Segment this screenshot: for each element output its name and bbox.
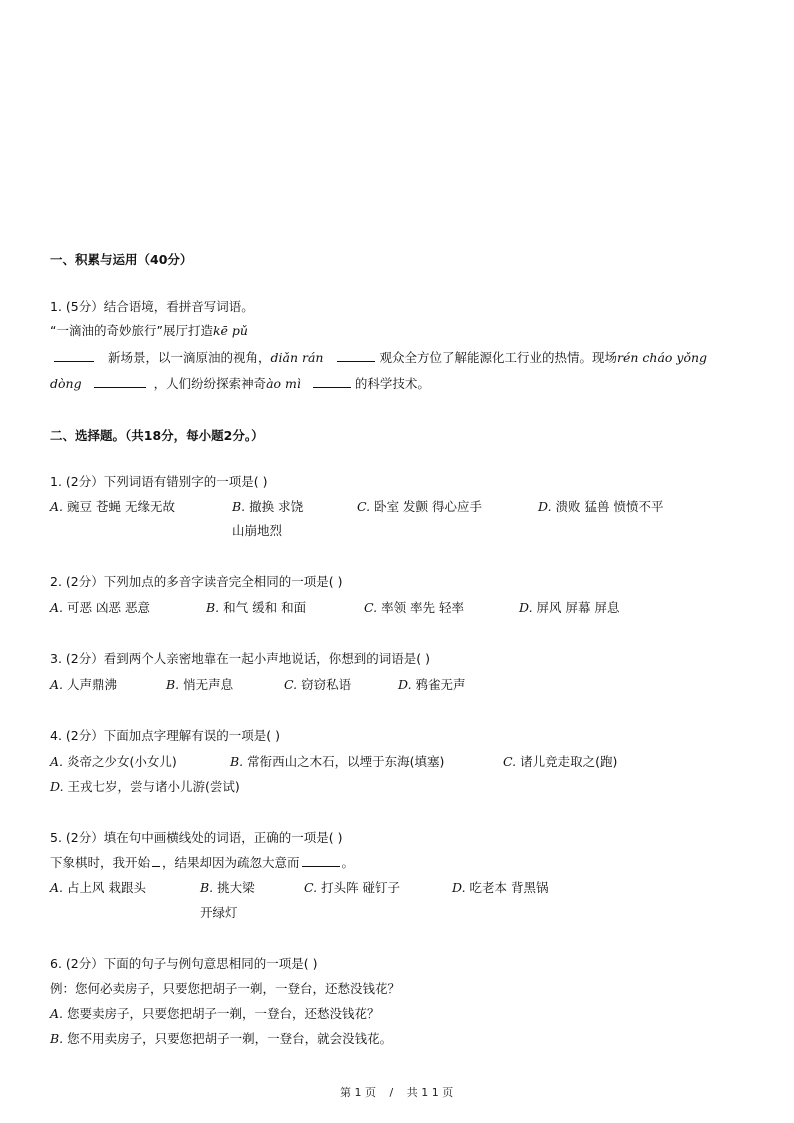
page-total: 共 1 1 页 — [406, 1086, 454, 1099]
fill-question-stem: 1. (5分）结合语境，看拼音写词语。 — [50, 299, 254, 314]
answer-blank-4[interactable] — [313, 375, 351, 388]
option-text: 常衔西山之木石，以堙于东海(填塞) — [247, 754, 445, 769]
option-text: 人声鼎沸 — [67, 677, 118, 692]
answer-blank-5a[interactable] — [152, 854, 160, 867]
option-text: 您要卖房子，只要您把胡子一剃，一登台，还愁没钱花？ — [67, 1006, 380, 1021]
option-letter: C. — [284, 677, 298, 692]
fill-line-1-text: “一滴油的奇妙旅行”展厅打造 — [50, 323, 213, 338]
option-letter: B. — [230, 754, 244, 769]
page-number: 第 1 页 — [340, 1086, 376, 1099]
question-3-stem: 3. (2分）看到两个人亲密地靠在一起小声地说话，你想到的词语是( ) — [50, 651, 430, 666]
question-5-sentence — [50, 853, 354, 871]
question-3-option-c[interactable] — [284, 675, 351, 693]
option-letter: D. — [519, 600, 533, 615]
question-2-option-a[interactable] — [50, 598, 150, 616]
sentence-part-2: ，结果却因为疏忽大意而 — [162, 855, 300, 870]
section-title-1: 一、积累与运用（40分） — [50, 252, 193, 267]
option-letter: B. — [232, 499, 246, 514]
answer-blank-5b[interactable] — [302, 854, 340, 867]
question-6-stem: 6. (2分）下面的句子与例句意思相同的一项是( ) — [50, 956, 318, 971]
answer-blank-1[interactable] — [54, 349, 94, 362]
question-1-stem: 1. (2分）下列词语有错别字的一项是( ) — [50, 474, 268, 489]
question-4-option-d[interactable] — [50, 777, 240, 795]
pinyin-4: ào mì — [266, 376, 301, 391]
option-letter: C. — [304, 880, 318, 895]
option-text: 吃老本 背黑锅 — [469, 880, 549, 895]
fill-question-line-3 — [50, 374, 430, 392]
section-title-2: 二、选择题。（共18分，每小题2分。） — [50, 428, 264, 443]
option-text: 鸦雀无声 — [415, 677, 466, 692]
question-1-option-d[interactable] — [538, 497, 664, 515]
option-letter: A. — [50, 499, 64, 514]
question-1-option-b-continuation: 山崩地烈 — [232, 523, 283, 538]
question-4-option-c[interactable] — [503, 752, 617, 770]
question-3-option-d[interactable] — [398, 675, 466, 693]
question-2-option-d[interactable] — [519, 598, 620, 616]
option-text: 您不用卖房子，只要您把胡子一剃，一登台，就会没钱花。 — [67, 1031, 393, 1046]
pinyin-3-cont: dòng — [50, 376, 82, 391]
fill-line-3-text-b: 的科学技术。 — [354, 376, 430, 391]
option-letter: D. — [398, 677, 412, 692]
question-5-option-d[interactable] — [452, 878, 549, 896]
option-text: 诸儿竞走取之(跑) — [520, 754, 618, 769]
option-text: 溃败 猛兽 愤愤不平 — [555, 499, 664, 514]
sentence-part-3: 。 — [341, 855, 355, 870]
fill-line-2-text-a: 新场景，以一滴原油的视角， — [108, 350, 271, 365]
option-text: 炎帝之少女(小女儿) — [67, 754, 177, 769]
fill-line-2-text-b: 观众全方位了解能源化工行业的热情。现场 — [379, 350, 617, 365]
option-text: 豌豆 苍蝇 无缘无故 — [67, 499, 175, 514]
sentence-part-1: 下象棋时，我开始 — [50, 855, 151, 870]
question-1-option-b[interactable] — [232, 497, 303, 515]
question-6-option-a[interactable] — [50, 1004, 380, 1022]
option-letter: A. — [50, 754, 64, 769]
option-text: 占上风 栽跟头 — [67, 880, 146, 895]
question-4-option-b[interactable] — [230, 752, 444, 770]
option-letter: A. — [50, 677, 64, 692]
option-letter: C. — [364, 600, 378, 615]
option-letter: D. — [538, 499, 552, 514]
option-letter: D. — [452, 880, 466, 895]
question-3-option-b[interactable] — [166, 675, 233, 693]
option-letter: C. — [357, 499, 371, 514]
option-letter: A. — [50, 880, 64, 895]
page-footer — [340, 1084, 453, 1100]
option-text: 卧室 发颤 得心应手 — [374, 499, 483, 514]
option-text: 和气 缓和 和面 — [223, 600, 307, 615]
option-text: 窃窃私语 — [301, 677, 352, 692]
question-2-stem: 2. (2分）下列加点的多音字读音完全相同的一项是( ) — [50, 574, 343, 589]
question-5-option-b-continuation: 开绿灯 — [200, 905, 238, 920]
question-5-option-c[interactable] — [304, 878, 400, 896]
fill-question-line-1 — [50, 321, 248, 339]
fill-question-line-2 — [50, 348, 707, 366]
question-1-option-a[interactable] — [50, 497, 175, 515]
question-6-example: 例：您何必卖房子，只要您把胡子一剃，一登台，还愁没钱花？ — [50, 981, 401, 996]
option-letter: B. — [166, 677, 180, 692]
option-letter: B. — [50, 1031, 64, 1046]
option-text: 王戎七岁，尝与诸小儿游(尝试) — [67, 779, 240, 794]
question-1-option-c[interactable] — [357, 497, 482, 515]
page-separator: / — [389, 1086, 394, 1099]
option-text: 悄无声息 — [183, 677, 234, 692]
question-5-option-a[interactable] — [50, 878, 146, 896]
option-letter: C. — [503, 754, 517, 769]
question-4-stem: 4. (2分）下面加点字理解有误的一项是( ) — [50, 728, 280, 743]
option-text: 打头阵 碰钉子 — [321, 880, 401, 895]
option-text: 可恶 凶恶 恶意 — [67, 600, 150, 615]
option-letter: A. — [50, 1006, 64, 1021]
question-6-option-b[interactable] — [50, 1029, 392, 1047]
answer-blank-3[interactable] — [94, 375, 146, 388]
fill-line-3-text-a: ，人们纷纷探索神奇 — [153, 376, 267, 391]
option-letter: B. — [200, 880, 214, 895]
option-text: 率领 率先 轻率 — [381, 600, 465, 615]
option-letter: D. — [50, 779, 64, 794]
pinyin-3: rén cháo yǒng — [617, 350, 708, 365]
pinyin-1: kē pǔ — [212, 323, 248, 338]
option-text: 挑大梁 — [217, 880, 255, 895]
question-5-stem: 5. (2分）填在句中画横线处的词语，正确的一项是( ) — [50, 830, 343, 845]
pinyin-2: diǎn rán — [270, 350, 324, 365]
question-2-option-c[interactable] — [364, 598, 464, 616]
option-text: 屏风 屏幕 屏息 — [536, 600, 620, 615]
question-4-option-a[interactable] — [50, 752, 177, 770]
question-5-option-b[interactable] — [200, 878, 255, 896]
option-text: 撤换 求饶 — [249, 499, 304, 514]
answer-blank-2[interactable] — [337, 349, 375, 362]
question-3-option-a[interactable] — [50, 675, 117, 693]
option-letter: A. — [50, 600, 64, 615]
question-2-option-b[interactable] — [206, 598, 306, 616]
option-letter: B. — [206, 600, 220, 615]
